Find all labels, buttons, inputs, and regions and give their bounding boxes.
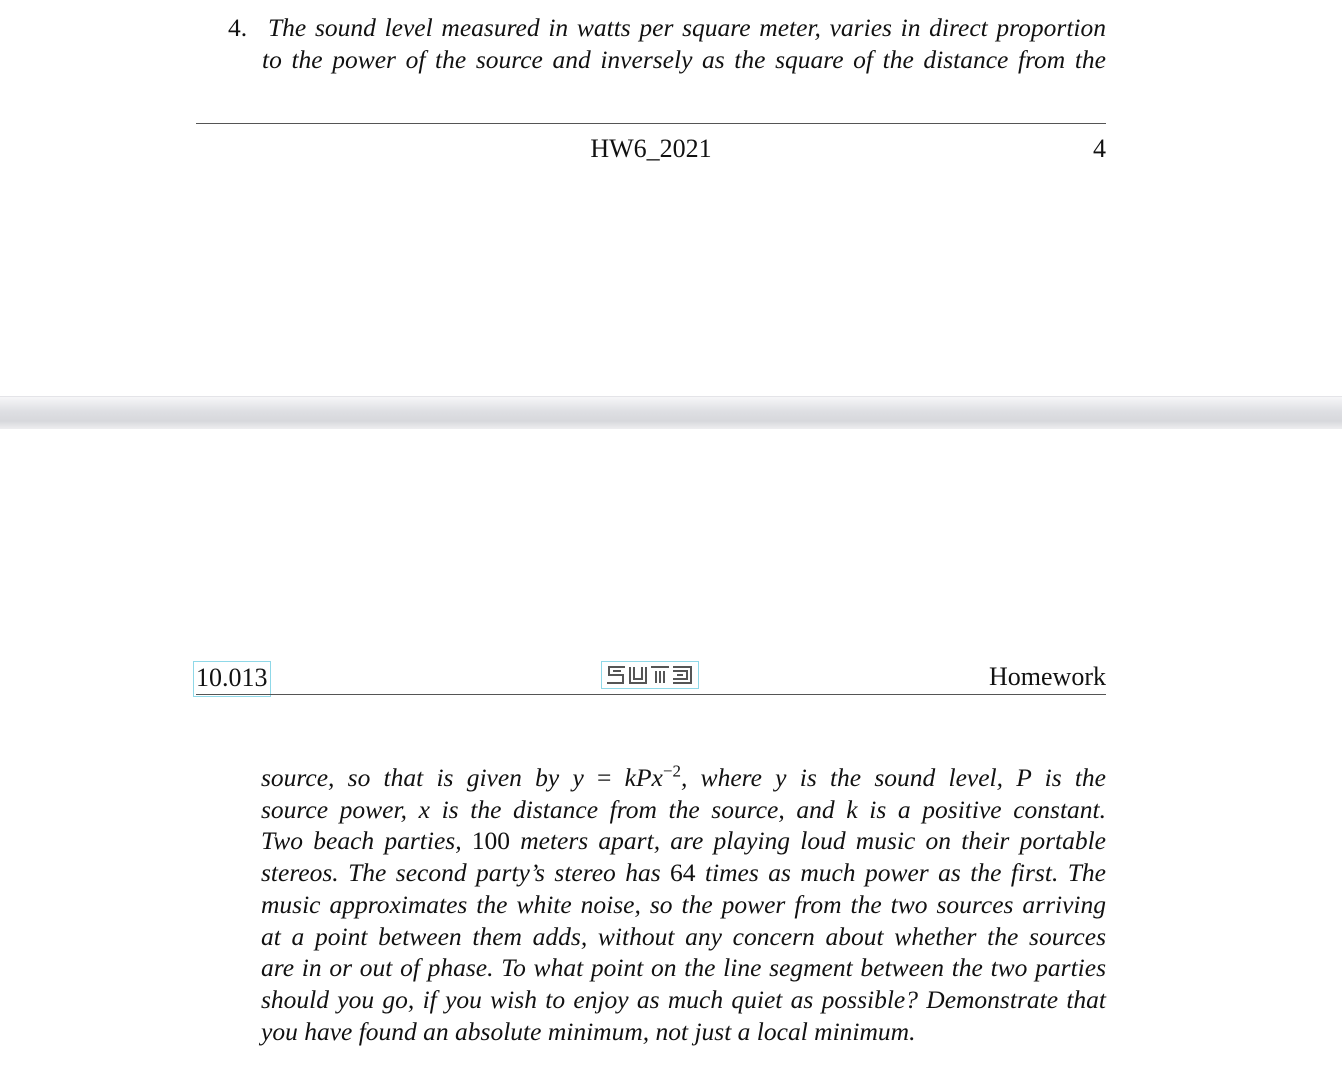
pdf-page-bottom bbox=[0, 429, 1342, 1070]
problem-line: to the power of the source and inversely as the square of the distance from the bbox=[262, 45, 1106, 74]
footer-page-number: 4 bbox=[1093, 134, 1106, 163]
problem-4-continuation bbox=[261, 762, 1106, 1047]
sutd-logo-icon bbox=[605, 664, 695, 686]
problem-line: are in or out of phase. To what point on the line segment between the two parties bbox=[261, 953, 1106, 983]
page-separator bbox=[0, 396, 1342, 430]
problem-line: at a point between them adds, without any concern about whether the sources bbox=[261, 921, 1106, 951]
problem-line: source, so that is given by y = kPx$^{-2}$, where y is the sound level, P is the bbox=[261, 761, 1106, 792]
problem-line: stereos. The second party’s stereo has 64 times as much power as the first. The bbox=[261, 858, 1106, 888]
problem-4-text bbox=[228, 12, 1106, 76]
problem-line: The sound level measured in watts per square meter, varies in direct proportion bbox=[268, 13, 1106, 42]
problem-line: should you go, if you wish to enjoy as much quiet as possible? Demonstrate that bbox=[261, 984, 1106, 1014]
problem-line: music approximates the white noise, so the power from the two sources arriving bbox=[261, 889, 1106, 919]
problem-line: you have found an absolute minimum, not just a local minimum. bbox=[261, 1016, 916, 1046]
problem-number: 4. bbox=[228, 13, 248, 42]
pdf-page-top bbox=[0, 0, 1342, 396]
section-title: Homework bbox=[989, 662, 1106, 691]
sutd-logo[interactable] bbox=[601, 661, 699, 689]
footer-divider bbox=[196, 123, 1106, 124]
problem-line: source power, x is the distance from the source, and k is a positive constant. bbox=[261, 794, 1107, 824]
footer-title: HW6_2021 bbox=[590, 134, 712, 163]
course-code-link[interactable]: 10.013 bbox=[193, 661, 271, 697]
header-divider bbox=[196, 694, 1106, 695]
problem-line: Two beach parties, 100 meters apart, are playing loud music on their portable bbox=[261, 826, 1106, 856]
